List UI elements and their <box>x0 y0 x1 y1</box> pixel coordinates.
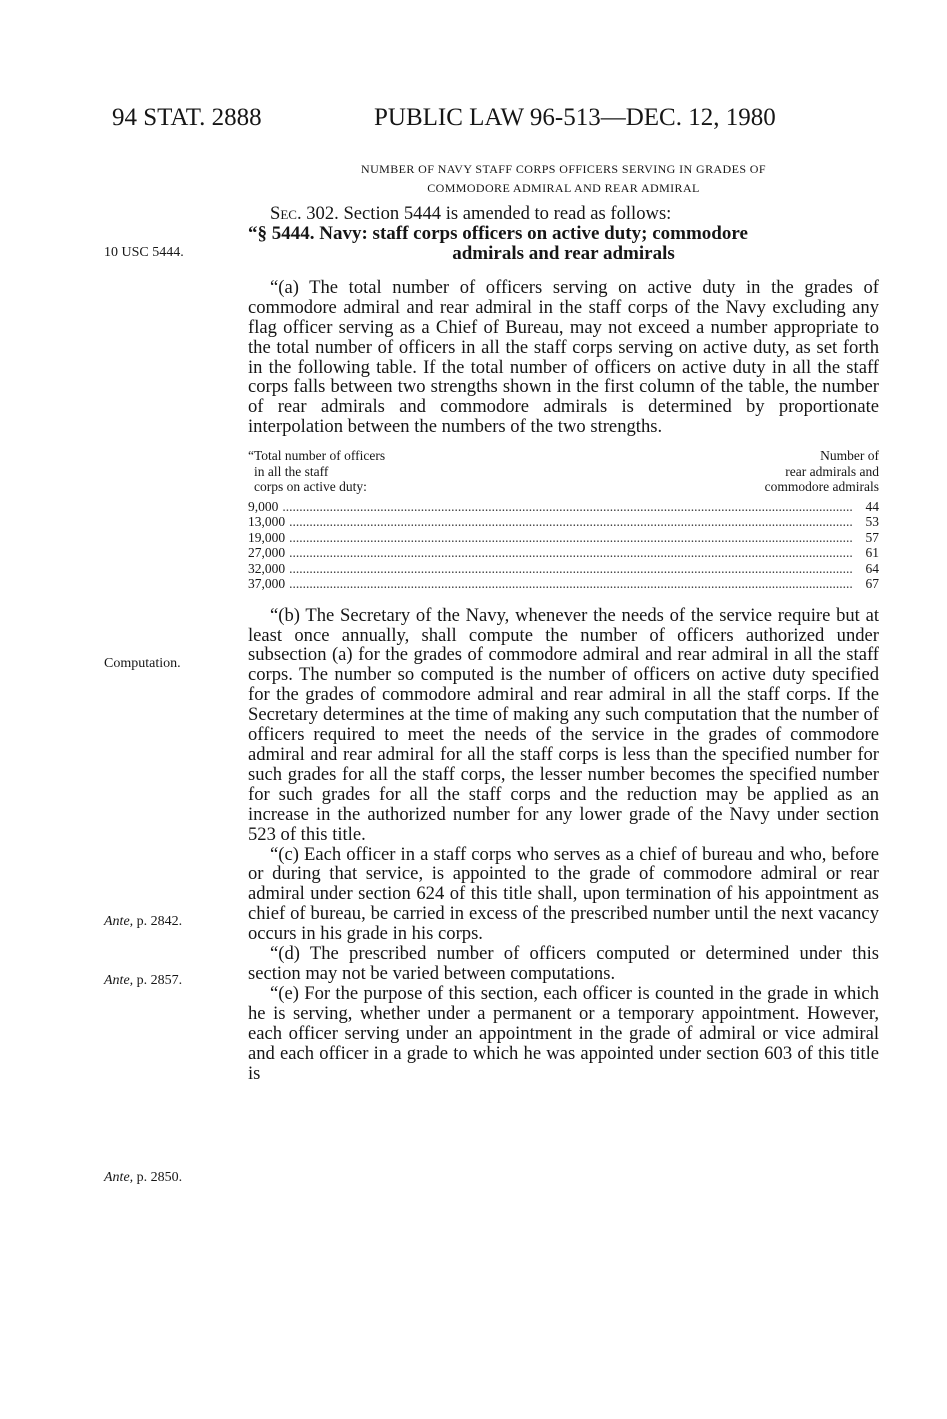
caption-line: COMMODORE ADMIRAL AND REAR ADMIRAL <box>427 181 700 195</box>
officers-cell: 32,000 <box>248 560 286 576</box>
margin-note-usc: 10 USC 5444. <box>104 245 184 260</box>
section-intro <box>248 204 879 224</box>
admirals-cell: 67 <box>865 576 879 592</box>
right-column-header <box>765 448 879 495</box>
header-line: in all the staff <box>254 463 329 479</box>
header-line: corps on active duty: <box>254 479 367 495</box>
heading-line: “§ 5444. Navy: staff corps officers on active duty; commodore <box>248 222 748 244</box>
officers-cell: 27,000 <box>248 545 286 561</box>
dot-leader <box>289 530 853 546</box>
header-line: commodore admirals <box>764 479 879 495</box>
officers-cell: 13,000 <box>248 514 286 530</box>
officers-cell: 37,000 <box>248 576 286 592</box>
admirals-cell: 53 <box>865 514 879 530</box>
table-row <box>248 561 879 577</box>
paragraph-b: “(b) The Secretary of the Navy, whenever the needs of the service require but at least once annually, shall compute the number of officers authorized under subsection (a) for the grades of commodore admiral and rear admiral in all the staff corps. The number so computed is the number of officers on active duty specified for the grades of commodore admiral and rear admiral in all the staff corps. If the Secretary determines at the time of making any such computation that the number of officers required to meet the needs of the service in the grades of commodore admiral and rear admiral for all the staff corps is less than the specified number for such grades for all the staff corps, the lesser number becomes the specified number for such grades for all the staff corps and the reduction may be applied as an increase in the authorized number for any lower grade of the Navy under section 523 of this title. <box>248 604 879 845</box>
table-row <box>248 576 879 592</box>
officer-table <box>248 448 879 592</box>
paragraph-c: “(c) Each officer in a staff corps who serves as a chief of bureau and who, before or during that service, is appointed to the grade of commodore admiral or rear admiral under section 624 of this title shall, upon termination of his appointment as chief of bureau, be carried in excess of the prescribed number until the next vacancy occurs in his grade in his corps. <box>248 843 879 945</box>
ante-label: Ante, <box>104 973 134 988</box>
paragraph-d: “(d) The prescribed number of officers computed or determined under this section may not be varied between computations. <box>248 943 879 984</box>
page-header <box>112 104 892 144</box>
sec-text: 302. Section 5444 is amended to read as follows: <box>301 203 672 224</box>
section-caption <box>248 160 879 198</box>
ante-label: Ante, <box>104 914 134 929</box>
caption-line: NUMBER OF NAVY STAFF CORPS OFFICERS SERVING IN GRADES OF <box>361 162 766 176</box>
margin-note-ante-2857 <box>104 973 182 989</box>
law-title: PUBLIC LAW 96-513—DEC. 12, 1980 <box>374 104 776 131</box>
ante-label: Ante, <box>104 1170 134 1185</box>
admirals-cell: 64 <box>865 560 879 576</box>
header-line: Number of <box>820 448 879 464</box>
ante-page: p. 2842. <box>133 914 183 929</box>
table-row <box>248 514 879 530</box>
header-line: “Total number of officers <box>248 448 386 464</box>
paragraph-a: “(a) The total number of officers serving on active duty in the grades of commodore admiral and rear admiral in the staff corps of the Navy excluding any flag officer serving as a Chief of Bureau, may not exceed a number appropriate to the total number of officers in all the staff corps serving on active duty, as set forth in the following table. If the total number of officers on active duty in all the staff corps falls between two strengths shown in the first column of the table, the number of rear admirals and commodore admirals is determined by proportionate interpolation between the numbers of the two strengths. <box>248 276 879 438</box>
main-text-column <box>248 160 879 1083</box>
heading-line: admirals and rear admirals <box>452 242 675 264</box>
admirals-cell: 44 <box>865 498 879 514</box>
table-row <box>248 499 879 515</box>
officers-cell: 9,000 <box>248 498 279 514</box>
dot-leader <box>289 545 853 561</box>
dot-leader <box>289 561 853 577</box>
dot-leader <box>289 576 853 592</box>
paragraph-e: “(e) For the purpose of this section, each officer is counted in the grade in which he is serving, whether under a permanent or a temporary appointment. However, each officer serving under an appointment in the grade of admiral or vice admiral and each officer in a grade to which he was appointed under section 603 of this title is <box>248 982 879 1084</box>
admirals-cell: 57 <box>865 529 879 545</box>
header-line: rear admirals and <box>785 463 879 479</box>
dot-leader <box>289 514 853 530</box>
dot-leader <box>282 499 853 515</box>
stat-page-number: 94 STAT. 2888 <box>112 104 262 131</box>
ante-page: p. 2850. <box>133 1170 183 1185</box>
ante-page: p. 2857. <box>133 973 183 988</box>
margin-note-ante-2842 <box>104 914 182 930</box>
table-row <box>248 530 879 546</box>
officers-cell: 19,000 <box>248 529 286 545</box>
section-heading <box>248 224 879 264</box>
table-header <box>248 448 879 495</box>
margin-note-computation: Computation. <box>104 656 181 671</box>
table-row <box>248 545 879 561</box>
left-column-header <box>248 448 385 495</box>
sec-label: Sec. <box>270 203 302 224</box>
margin-note-ante-2850 <box>104 1170 182 1186</box>
admirals-cell: 61 <box>865 545 879 561</box>
